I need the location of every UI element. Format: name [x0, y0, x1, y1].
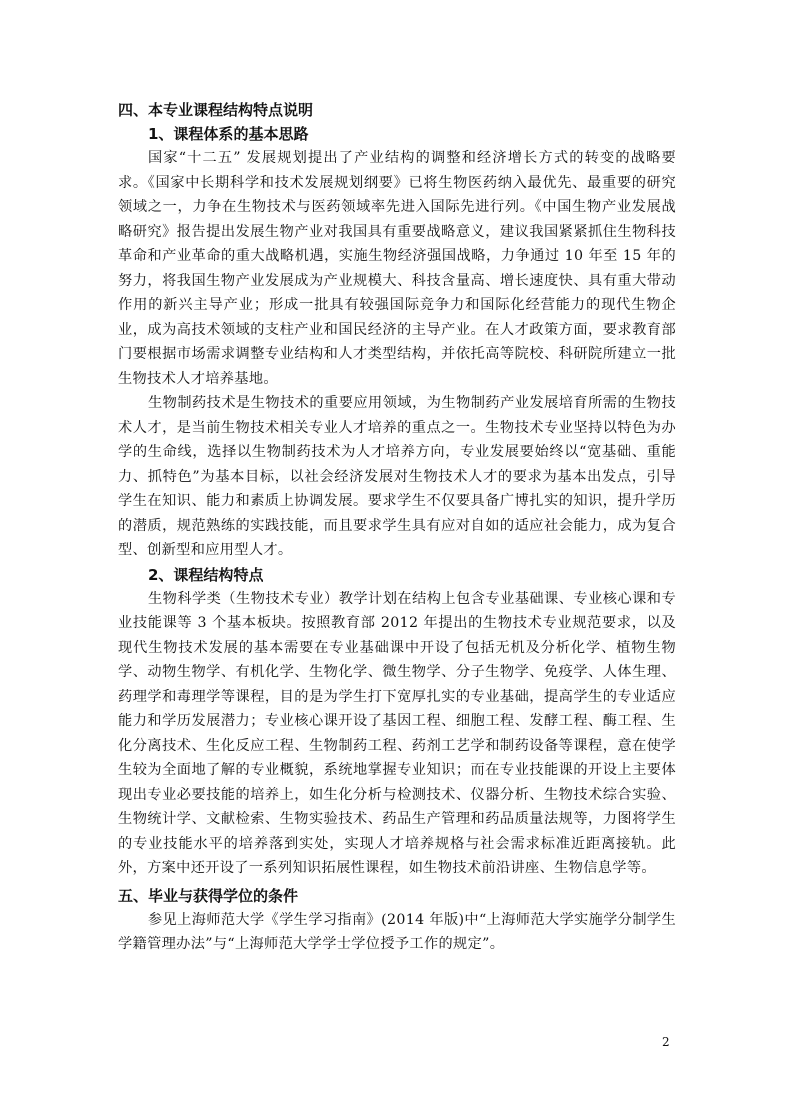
- section-5-paragraph-1: 参见上海师范大学《学生学习指南》(2014 年版)中“上海师范大学实施学分制学生学籍管理办法”与“上海师范大学学士学位授予工作的规定”。: [118, 911, 676, 952]
- subsection-2-paragraph-1: 生物科学类（生物技术专业）教学计划在结构上包含专业基础课、专业核心课和专业技能课等 3 个基本板块。按照教育部 2012 年提出的生物技术专业规范要求，以及现代生物技术发展的基本需要在专业基础课中开设了包括无机及分析化学、植物生物学、动物生物学、有机化学、生物化学、微生物学、分子生物学、免疫学、人体生理、药理学和毒理学等课程，目的是为学生打下宽厚扎实的专业基础，提高学生的专业适应能力和学历发展潜力；专业核心课开设了基因工程、细胞工程、发酵工程、酶工程、生化分离技术、生化反应工程、生物制药工程、药剂工艺学和制药设备等课程，意在使学生较为全面地了解的专业概貌，系统地掌握专业知识；而在专业技能课的开设上主要体现出专业必要技能的培养上，如生化分析与检测技术、仪器分析、生物技术综合实验、生物统计学、文献检索、生物实验技术、药品生产管理和药品质量法规等，力图将学生的专业技能水平的培养落到实处，实现人才培养规格与社会需求标准近距离接轨。此外，方案中还开设了一系列知识拓展性课程，如生物技术前沿讲座、生物信息学等。: [118, 590, 676, 876]
- section-5-heading: 五、毕业与获得学位的条件: [118, 886, 299, 905]
- page-content: [118, 98, 676, 957]
- subsection-1-paragraph-2: 生物制药技术是生物技术的重要应用领域，为生物制药产业发展培育所需的生物技术人才，是当前生物技术相关专业人才培养的重点之一。生物技术专业坚持以特色为办学的生命线，选择以生物制药技术为人才培养方向，专业发展要始终以“宽基础、重能力、抓特色”为基本目标，以社会经济发展对生物技术人才的要求为基本出发点，引导学生在知识、能力和素质上协调发展。要求学生不仅要具备广博扎实的知识，提升学历的潜质，规范熟练的实践技能，而且要求学生具有应对自如的适应社会能力，成为复合型、创新型和应用型人才。: [118, 395, 676, 558]
- page-number: 2: [662, 1035, 670, 1049]
- subsection-1-paragraph-1: 国家“十二五” 发展规划提出了产业结构的调整和经济增长方式的转变的战略要求。《国家中长期科学和技术发展规划纲要》已将生物医药纳入最优先、最重要的研究领域之一，力争在生物技术与医药领域率先进入国际先进行列。《中国生物产业发展战略研究》报告提出发展生物产业对我国具有重要战略意义，建议我国紧紧抓住生物科技革命和产业革命的重大战略机遇，实施生物经济强国战略，力争通过 10 年至 15 年的努力，将我国生物产业发展成为产业规模大、科技含量高、增长速度快、具有重大带动作用的新兴主导产业；形成一批具有较强国际竞争力和国际化经营能力的现代生物企业，成为高技术领域的支柱产业和国民经济的主导产业。在人才政策方面，要求教育部门要根据市场需求调整专业结构和人才类型结构，并依托高等院校、科研院所建立一批生物技术人才培养基地。: [118, 150, 676, 387]
- section-4-heading: 四、本专业课程结构特点说明: [118, 101, 314, 119]
- subsection-2-heading: 2、课程结构特点: [148, 565, 264, 584]
- subsection-1-heading: 1、课程体系的基本思路: [148, 125, 309, 143]
